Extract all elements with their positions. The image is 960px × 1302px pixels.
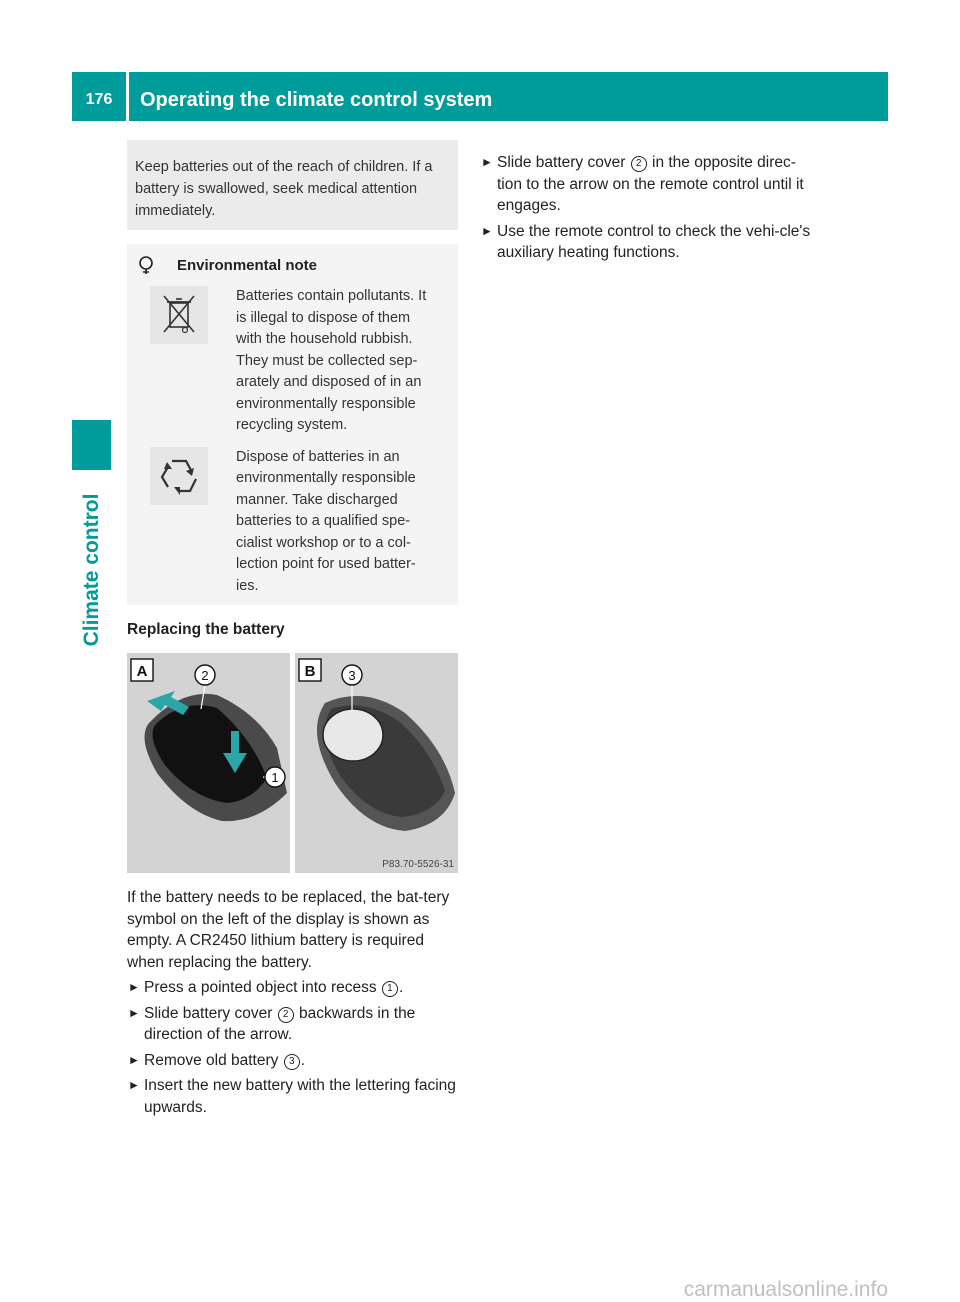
environmental-note-title: Environmental note xyxy=(177,256,318,274)
figure-callout-1: 1 xyxy=(271,770,279,785)
crossed-out-bin-icon xyxy=(150,286,208,344)
battery-replacement-figure xyxy=(127,653,458,873)
step-arrow-icon: ► xyxy=(128,980,140,994)
step-arrow-icon: ► xyxy=(128,1052,140,1067)
page-title: Operating the climate control system xyxy=(140,89,493,111)
step-remove-battery xyxy=(127,1050,458,1072)
step-check-functions xyxy=(480,221,812,264)
figure-callout-2: 2 xyxy=(201,668,209,683)
callout-ref-2: 2 xyxy=(278,1007,294,1023)
step-arrow-icon: ► xyxy=(128,1078,140,1092)
step-press-recess xyxy=(127,977,458,999)
environmental-note-header xyxy=(135,254,450,276)
intro-paragraph: If the battery needs to be replaced, the bat-tery symbol on the left of the display is shown as empty. A CR2450 lithium battery is required when replacing the battery. xyxy=(127,889,450,971)
callout-ref-2: 2 xyxy=(631,156,647,172)
step-text: Slide battery cover xyxy=(497,154,630,171)
side-tab-marker xyxy=(72,420,111,470)
step-text: . xyxy=(300,1051,306,1069)
step-text: Insert the new battery with the lettering facing upwards. xyxy=(144,1077,456,1116)
figure-panel-b xyxy=(295,653,458,873)
step-insert-battery xyxy=(127,1075,458,1118)
recycling-icon xyxy=(150,447,208,505)
step-text: backwards in the direction of the arrow. xyxy=(144,1004,416,1043)
step-text: . xyxy=(398,979,404,996)
step-close-cover xyxy=(480,152,812,217)
figure-panel-a xyxy=(127,653,290,873)
environmental-note-box xyxy=(127,244,458,605)
env-item-disposal-text: Batteries contain pollutants. It is illegal to dispose of them with the household rubbish. They must be collected sep-arately and disposed of in an environmentally responsible recycling system. xyxy=(236,288,427,433)
lightbulb-icon xyxy=(135,254,157,276)
section-heading: Replacing the battery xyxy=(127,621,285,638)
callout-ref-1: 1 xyxy=(382,981,398,997)
env-item-recycling xyxy=(135,447,450,598)
step-text: Remove old battery xyxy=(144,1051,283,1069)
figure-label-a: A xyxy=(136,663,148,680)
step-text: in the opposite direc-tion to the arrow on the remote control until it engages. xyxy=(497,154,804,214)
figure-callout-3: 3 xyxy=(348,668,356,683)
step-text: Press a pointed object into recess xyxy=(144,979,381,996)
left-column xyxy=(127,140,458,1118)
side-tab-label: Climate control xyxy=(79,493,103,647)
side-tab xyxy=(72,480,111,660)
header-divider xyxy=(126,72,129,121)
step-arrow-icon: ► xyxy=(128,1005,140,1020)
page-number: 176 xyxy=(85,91,113,108)
step-text: Use the remote control to check the vehi-cle's auxiliary heating functions. xyxy=(497,222,811,261)
warning-box xyxy=(127,140,458,230)
step-text: Slide battery cover xyxy=(144,1004,277,1022)
step-slide-cover xyxy=(127,1003,458,1046)
figure-label-b: B xyxy=(304,663,316,680)
right-column xyxy=(480,152,812,264)
watermark: carmanualsonline.info xyxy=(683,1278,888,1301)
callout-ref-3: 3 xyxy=(284,1054,300,1070)
env-item-recycling-text: Dispose of batteries in an environmentally responsible manner. Take discharged batteries to a qualified spe-cialist workshop or to a col-lection point for used batter-ies. xyxy=(236,448,416,594)
warning-text: Keep batteries out of the reach of children. If a battery is swallowed, seek medical attention immediately. xyxy=(135,159,433,219)
step-arrow-icon: ► xyxy=(481,223,493,238)
step-arrow-icon: ► xyxy=(481,155,493,169)
figure-caption: P83.70-5526-31 xyxy=(382,859,454,870)
env-item-disposal xyxy=(135,286,450,437)
